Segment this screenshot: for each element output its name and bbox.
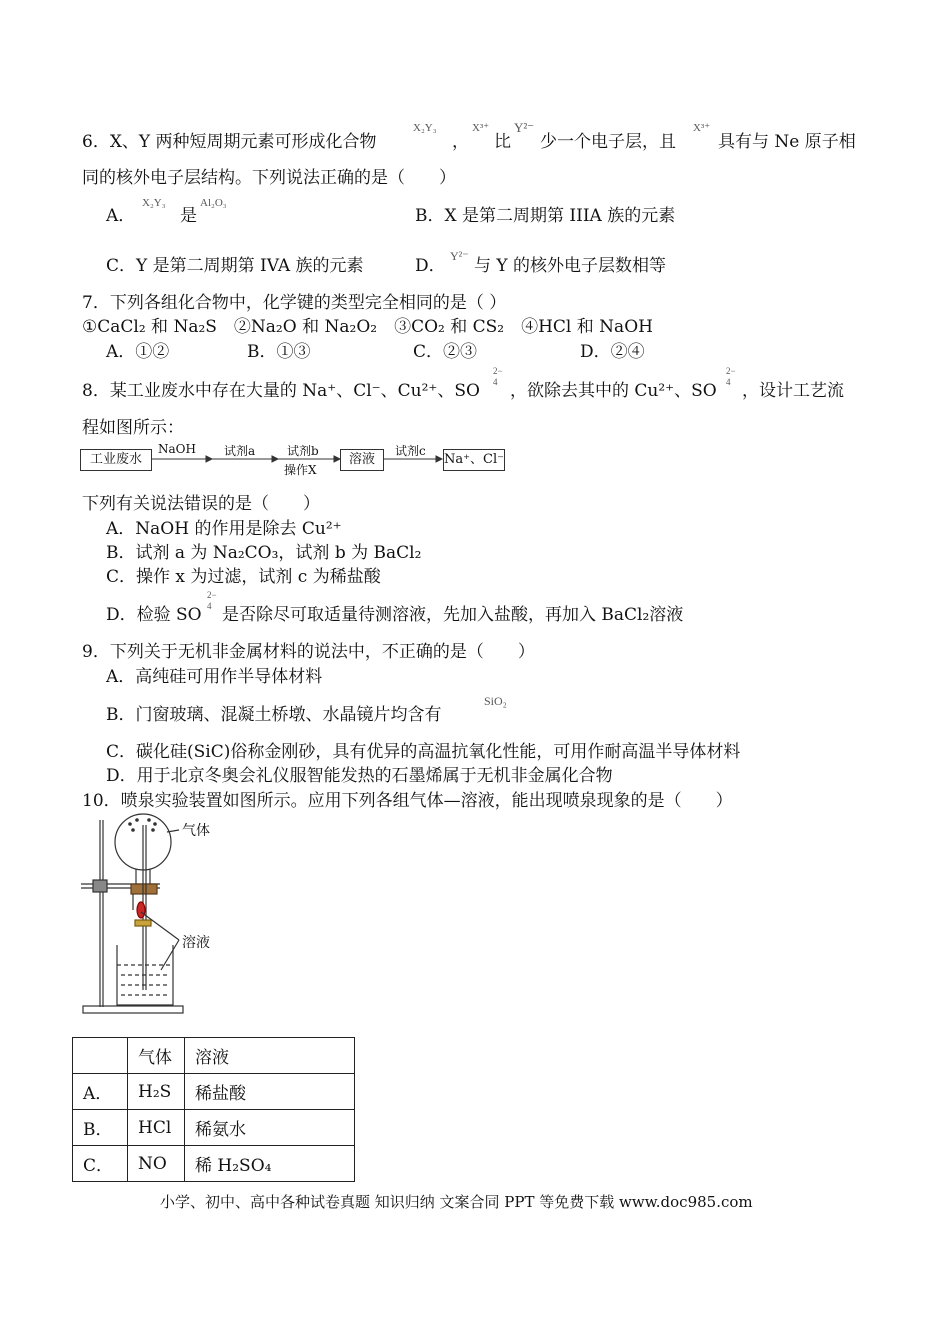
table-row (73, 1074, 355, 1110)
q8-ask: 下列有关说法错误的是（ ） (82, 494, 320, 514)
table-header-row (73, 1038, 355, 1074)
q8-so4-charge-a: 2− 4 (493, 366, 503, 387)
q9-optC: C．碳化硅(SiC)俗称金刚砂，具有优异的高温抗氧化性能，可用作耐高温半导体材料 (106, 742, 741, 762)
q6-optA-formula2: Al₂O₃ (200, 197, 227, 209)
q7-optD: D．②④ (580, 342, 645, 362)
table-cell: 稀 H₂SO₄ (185, 1146, 355, 1182)
flow-label-reagent-b: 试剂b (287, 444, 319, 458)
q6-formula-x2y3: X₂Y₃ (413, 122, 437, 134)
table-row (73, 1146, 355, 1182)
q6-text-b: 少一个电子层，且 (540, 132, 676, 152)
table-header-cell (73, 1038, 128, 1074)
q8-optD-so4-charge: 2− 4 (207, 590, 217, 611)
q6-text: 6．X、Y 两种短周期元素可形成化合物 (82, 132, 377, 152)
q7-optB: B．①③ (247, 342, 311, 362)
flow-label-reagent-a: 试剂a (224, 444, 256, 458)
gas-solution-table (72, 1037, 355, 1182)
q6-optD-label: D． (415, 256, 446, 276)
q6-optA-label: A． (106, 206, 136, 226)
table-header-cell: 溶液 (185, 1038, 355, 1074)
q9-stem: 9．下列关于无机非金属材料的说法中，不正确的是（ ） (82, 642, 535, 662)
table-header-cell: 气体 (128, 1038, 185, 1074)
q8-stem2: 程如图所示： (82, 418, 184, 438)
q8-stem1b: ，欲除去其中的 Cu²⁺、SO (510, 381, 717, 401)
q8-optD-post: 是否除尽可取适量待测溶液，先加入盐酸，再加入 BaCl₂溶液 (222, 605, 684, 625)
q9-optD: D．用于北京冬奥会礼仪服智能发热的石墨烯属于无机非金属化合物 (106, 766, 613, 786)
flow-box-wastewater: 工业废水 (80, 449, 152, 471)
q6-text-c: 具有与 Ne 原子相 (718, 132, 856, 152)
table-cell: HCl (128, 1110, 185, 1146)
figure-label-gas: 气体 (182, 823, 210, 839)
q8-optD-pre: D．检验 SO (106, 605, 202, 625)
q8-so4-charge-b: 2− 4 (726, 366, 736, 387)
fountain-apparatus-figure (75, 810, 235, 1030)
table-cell: H₂S (128, 1074, 185, 1110)
q6-optA-shi: 是 (180, 206, 197, 226)
flow-box-product: Na⁺、Cl⁻ (443, 449, 505, 471)
flow-label-operation-x: 操作X (284, 463, 317, 477)
q7-stem: 7．下列各组化合物中，化学键的类型完全相同的是（ ） (82, 293, 507, 313)
q6-ion-x: X³⁺ (472, 122, 490, 134)
q6-optD-ion: Y²⁻ (450, 249, 469, 263)
table-cell: 稀氨水 (185, 1110, 355, 1146)
q6-optA-formula1: X₂Y₃ (142, 197, 166, 209)
q6-line2: 同的核外电子层结构。下列说法正确的是（ ） (82, 168, 456, 188)
q8-optB: B．试剂 a 为 Na₂CO₃，试剂 b 为 BaCl₂ (106, 543, 422, 563)
q6-ion-x2: X³⁺ (693, 122, 711, 134)
table-cell: NO (128, 1146, 185, 1182)
figure-label-solution: 溶液 (182, 935, 210, 951)
flow-label-reagent-c: 试剂c (395, 444, 426, 458)
q6-sep: ， (452, 132, 469, 152)
page-footer: 小学、初中、高中各种试卷真题 知识归纳 文案合同 PPT 等免费下载 www.doc985.com (160, 1193, 753, 1211)
flow-box-solution: 溶液 (340, 449, 384, 471)
table-cell: A． (73, 1074, 128, 1110)
q6-bi: 比 (494, 132, 511, 152)
flow-label-naoh: NaOH (158, 442, 196, 456)
q6-optD-text: 与 Y 的核外电子层数相等 (474, 256, 667, 276)
table-cell: C． (73, 1146, 128, 1182)
table-cell: B． (73, 1110, 128, 1146)
q7-pairs: ①CaCl₂ 和 Na₂S ②Na₂O 和 Na₂O₂ ③CO₂ 和 CS₂ ④HCl 和 NaOH (82, 317, 653, 337)
q8-optA: A．NaOH 的作用是除去 Cu²⁺ (106, 519, 342, 539)
flow-arrows (0, 0, 950, 500)
q9-optA: A．高纯硅可用作半导体材料 (106, 667, 323, 687)
q6-ion-y: Y²⁻ (514, 120, 535, 135)
table-row (73, 1110, 355, 1146)
q6-optB: B．X 是第二周期第 IIIA 族的元素 (415, 206, 676, 226)
q9-optB-formula: SiO₂ (484, 694, 507, 708)
q8-stem1c: ，设计工艺流 (742, 381, 844, 401)
q7-optA: A．①② (106, 342, 170, 362)
q9-optB: B．门窗玻璃、混凝土桥墩、水晶镜片均含有 (106, 705, 442, 725)
q7-optC: C．②③ (413, 342, 478, 362)
q8-stem1: 8．某工业废水中存在大量的 Na⁺、Cl⁻、Cu²⁺、SO (82, 381, 480, 401)
q10-stem: 10．喷泉实验装置如图所示。应用下列各组气体—溶液，能出现喷泉现象的是（ ） (82, 791, 733, 811)
q6-optC: C．Y 是第二周期第 IVA 族的元素 (106, 256, 364, 276)
q8-optC: C．操作 x 为过滤，试剂 c 为稀盐酸 (106, 567, 381, 587)
table-cell: 稀盐酸 (185, 1074, 355, 1110)
